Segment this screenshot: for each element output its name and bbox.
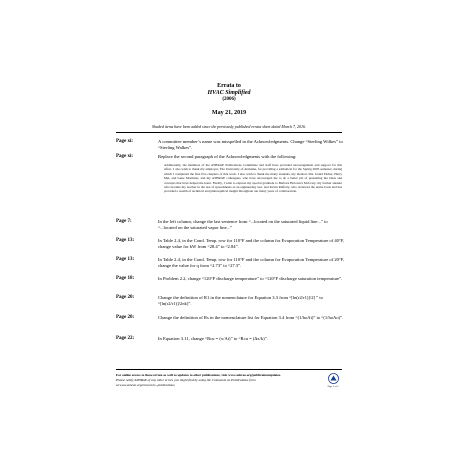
entry-page-label: Page xi: [116,139,134,144]
entry-description: In the left column, change the last sentence from “...located on the saturated liquid line...” to “...located on the saturated vapor line...” [158,219,328,230]
book-title: HVAC Simplified [207,90,251,96]
entry-description: In Equation 3.11, change “Rcu = (x/Ai)” to “Rcu = (Δx/k)”. [158,336,268,341]
acknowledgments-replacement-text: Additionally, the members of the ASHRAE Publications Committee and staff have provided encouragement and support for this effort. I also wish to thank my employer, The University of Alabama, for providing a sabbatical for the Spring 2005 semester, during which I completed the first five chapters of this work. I also wish to thank the many students, my mentors Drs. Jerald Parker, Harry Mei, and Gene Mortimer, and my ASHRAE colleagues, who have encouraged me to do a better job of presenting the ideas and concepts that have helped me learn. Finally, I wish to express my special gratitude to Barbara Holowicz McCrary, my former student who became my teacher in the use of spreadsheets as an engineering tool, and Kevin Rafferty, who reviewed the entire book and has provided a wealth of technical and philosophical insight throughout our many years of collaboration. [164,163,342,194]
book-year: (2006) [222,97,236,102]
notify-errors-note: Please notify ASHRAE of any other errors you might find by using the Comments on Publications form [116,378,256,382]
bottom-divider [116,369,342,370]
entry-description: Replace the second paragraph of the Acknowledgments with the following: [158,154,297,159]
page-number: Page 1 of 3 [327,385,339,388]
shaded-items-note: Shaded items have been added since the previously published errata sheet dated March 7, 2016. [152,124,306,129]
ashrae-logo-icon [327,373,340,384]
entry-page-label: Page 22: [116,336,135,341]
entry-page-label: Page 20: [116,295,135,300]
entry-page-label: Page 13: [116,238,135,243]
entry-description: Change the definition of R1 in the nomenclature for Equation 3.3 from “[ln(r2/r1)]/2] ” to “[ln(r2/r1)]/2πk]”. [158,295,323,306]
online-access-note: For online access to these errata as well as updates to other publications, visit www.ashrae.org/publicationupdates. [116,373,282,377]
entry-description: In Problem 2.2, change “120°F discharge temperature” to “120°F discharge saturation temperature”. [158,276,343,281]
entry-page-label: Page 13: [116,257,135,262]
entry-description: A committee member’s name was misspelled in the Acknowledgments. Change “Sterling Wilkes” to “Sterling Walkes”. [158,139,343,150]
entry-page-label: Page 20: [116,315,135,320]
entry-description: In Table 2.4, in the Cond. Temp. row for 110°F and the column for Evaporation Temperature of 40°F, change value for kW from “28.4” to “2.84”. [158,238,345,249]
errata-date: May 21, 2019 [211,110,247,116]
entry-description: Change the definition of Rs in the nomenclature list for Equation 3.4 from “(1/hoAi)” to “(1/hoAo)”. [158,315,344,320]
resources-link[interactable]: at www.ashrae.org/resources--publications. [116,383,176,387]
entry-page-label: Page xi: [116,154,134,159]
entry-description: In Table 2.4, in the Cond. Temp. row for 110°F and the column for Evaporation Temperature of 20°F, change the value for q from “2.73” to “27.3”. [158,257,345,268]
entry-page-label: Page 18: [116,276,135,281]
errata-heading: Errata to [217,83,241,89]
entry-page-label: Page 7: [116,219,132,224]
top-divider [116,132,342,133]
